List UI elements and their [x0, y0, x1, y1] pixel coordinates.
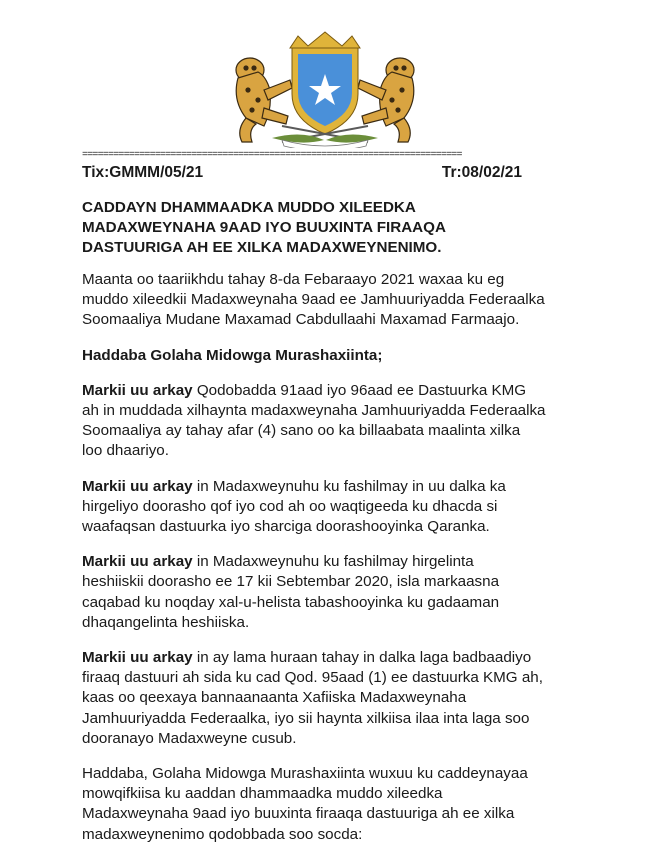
- reference-number: Tix:GMMM/05/21: [82, 164, 204, 181]
- right-leopard-icon: [358, 58, 414, 142]
- document-date: Tr:08/02/21: [441, 164, 522, 181]
- clause-paragraph: [82, 552, 592, 633]
- paragraph-line: Jamhuuriyadda Federaalka, iyo sii haynta xilkiisa ilaa inta laga soo: [82, 709, 530, 727]
- whereas-label: Markii uu arkay: [82, 553, 193, 571]
- paragraph-line: in Madaxweynuhu ku fashilmay in uu dalka ka: [192, 477, 506, 495]
- reference-row: [82, 164, 522, 186]
- title-line: DASTUURIGA AH EE XILKA MADAXWEYNENIMO.: [82, 239, 442, 256]
- whereas-label: Markii uu arkay: [82, 649, 193, 667]
- paragraph-line: ah in muddada xilhaynta madaxweynaha Jamhuuriyadda Federaalka: [82, 402, 546, 420]
- clause-paragraph: [82, 648, 592, 749]
- paragraph-line: dhaqangelinta heshiiska.: [82, 613, 250, 631]
- paragraph-line: heshiiskii doorasho ee 17 kii Sebtembar 2020, isla markaasna: [82, 573, 500, 591]
- paragraph-line: in ay lama huraan tahay in dalka laga badbaadiyo: [192, 649, 532, 667]
- paragraph-line: in Madaxweynuhu ku fashilmay hirgelinta: [192, 553, 474, 571]
- document-body: [82, 198, 592, 860]
- paragraph-line: kaas oo qeexaya bannaanaanta Xafiiska Madaxweynaha: [82, 689, 467, 707]
- document-title: [82, 198, 592, 258]
- whereas-label: Markii uu arkay: [82, 381, 193, 399]
- council-heading: Haddaba Golaha Midowga Murashaxiinta;: [82, 346, 383, 364]
- paragraph-line: dooranayo Madaxweyne cusub.: [82, 729, 297, 747]
- paragraph-line: Haddaba, Golaha Midowga Murashaxiinta wuxuu ku caddeynayaa: [82, 765, 528, 783]
- paragraph-line: loo dhaariyo.: [82, 442, 169, 460]
- paragraph-line: Soomaaliya Mudane Maxamad Cabdullaahi Maxamad Farmaajo.: [82, 311, 520, 329]
- left-leopard-icon: [236, 58, 292, 142]
- shield-icon: [292, 48, 358, 134]
- paragraph-line: caqabad ku noqday xal-u-helista tabashooyinka ku gadaaman: [82, 593, 500, 611]
- conclusion-paragraph: [82, 764, 592, 845]
- title-line: CADDAYN DHAMMAADKA MUDDO XILEEDKA: [82, 199, 416, 216]
- paragraph-line: mowqifkiisa ku aaddan dhammaadka muddo xileedka: [82, 785, 443, 803]
- crown-icon: [290, 32, 360, 48]
- paragraph-line: Soomaaliya ay tahay afar (4) sano oo ka billaabata maalinta xilka: [82, 422, 521, 440]
- paragraph-line: Madaxweynaha 9aad iyo buuxinta firaaqa dastuuriga ah ee xilka: [82, 805, 515, 823]
- paragraph-line: waafaqsan dastuurka iyo sharciga doorashooyinka Qaranka.: [82, 518, 490, 536]
- paragraph-line: firaaq dastuuri ah sida ku cad Qod. 95aad (1) ee dastuurka KMG ah,: [82, 669, 543, 687]
- clause-paragraph: [82, 477, 592, 538]
- whereas-label: Markii uu arkay: [82, 477, 193, 495]
- intro-paragraph: [82, 270, 592, 331]
- paragraph-line: Maanta oo taariikhdu tahay 8-da Febaraayo 2021 waxaa ku eg: [82, 271, 505, 288]
- paragraph-line: muddo xileedkii Madaxweynaha 9aad ee Jamhuuriyadda Federaalka: [82, 291, 545, 309]
- title-line: MADAXWEYNAHA 9AAD IYO BUUXINTA FIRAAQA: [82, 219, 446, 236]
- clause-paragraph: [82, 381, 592, 462]
- paragraph-line: madaxweynenimo qodobbada soo socda:: [82, 825, 363, 843]
- somali-coat-of-arms: [212, 30, 438, 148]
- paragraph-line: Qodobadda 91aad iyo 96aad ee Dastuurka KMG: [192, 381, 527, 399]
- separator-line: =========================================================================: [82, 150, 462, 161]
- paragraph-line: hirgeliyo doorasho qof iyo cod ah oo waqtigeeda ku dhacda si: [82, 497, 498, 515]
